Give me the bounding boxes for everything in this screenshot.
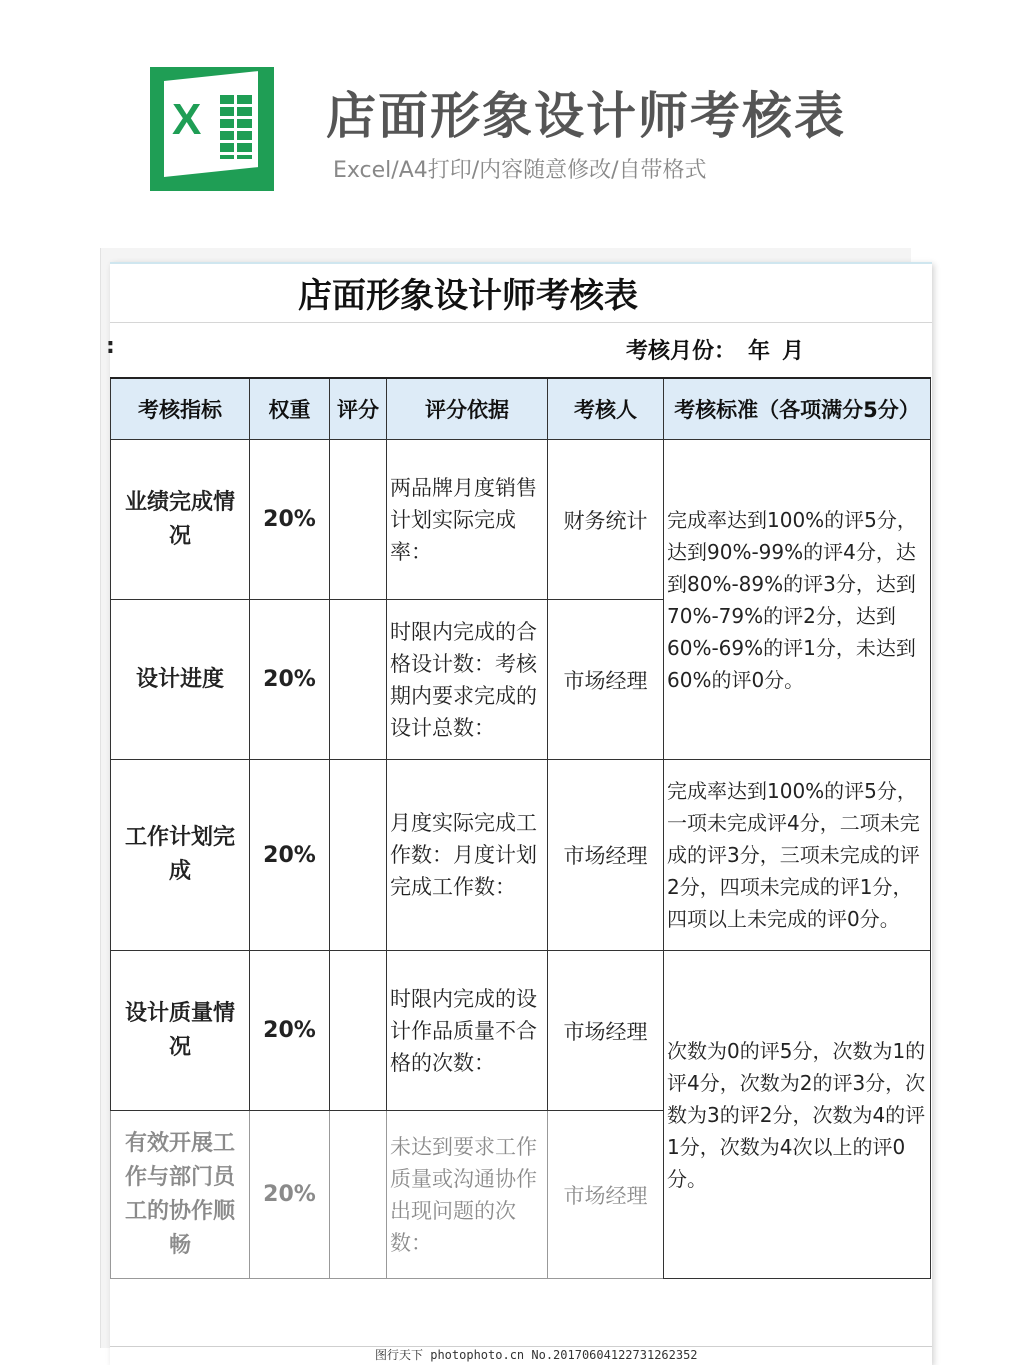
- watermark-text: 图行天下 photophoto.cn No.20170604122731262352: [375, 1348, 698, 1362]
- year-label: 年: [748, 339, 771, 364]
- month-label: 考核月份：: [626, 339, 737, 364]
- sheet-title: 店面形象设计师考核表: [298, 276, 638, 316]
- indicator-cell: 工作计划完成: [111, 760, 250, 951]
- logo-letter: X: [172, 95, 202, 144]
- score-cell[interactable]: [330, 600, 387, 760]
- header-standard: 考核标准（各项满分5分）: [664, 378, 931, 440]
- page-subtitle: Excel/A4打印/内容随意修改/自带格式: [333, 158, 707, 183]
- month-unit: 月: [782, 339, 805, 364]
- header-indicator: 考核指标: [111, 378, 250, 440]
- weight-cell: 20%: [250, 1111, 330, 1279]
- assessor-cell: 财务统计: [548, 440, 664, 600]
- table-row: [111, 951, 931, 1111]
- excel-logo-icon: [150, 67, 274, 191]
- weight-cell: 20%: [250, 760, 330, 951]
- indicator-cell: 设计质量情况: [111, 951, 250, 1111]
- basis-cell: 时限内完成的设计作品质量不合格的次数：: [387, 951, 548, 1111]
- score-cell[interactable]: [330, 951, 387, 1111]
- left-colon: :: [106, 334, 115, 359]
- assessor-cell: 市场经理: [548, 1111, 664, 1279]
- logo-grid-icon: [220, 95, 252, 159]
- score-cell[interactable]: [330, 1111, 387, 1279]
- assessment-table: [110, 377, 931, 1279]
- basis-cell: 未达到要求工作质量或沟通协作出现问题的次数：: [387, 1111, 548, 1279]
- weight-cell: 20%: [250, 440, 330, 600]
- standard-cell-completion: 完成率达到100%的评5分，达到90%-99%的评4分，达到80%-89%的评3分，达到70%-79%的评2分，达到60%-69%的评1分，未达到60%的评0分。: [664, 440, 931, 760]
- header-assessor: 考核人: [548, 378, 664, 440]
- indicator-cell: 设计进度: [111, 600, 250, 760]
- assessor-cell: 市场经理: [548, 600, 664, 760]
- basis-cell: 时限内完成的合格设计数：考核期内要求完成的设计总数：: [387, 600, 548, 760]
- weight-cell: 20%: [250, 600, 330, 760]
- assessor-cell: 市场经理: [548, 951, 664, 1111]
- score-cell[interactable]: [330, 760, 387, 951]
- score-cell[interactable]: [330, 440, 387, 600]
- table-header-row: [111, 378, 931, 440]
- indicator-cell: 业绩完成情况: [111, 440, 250, 600]
- assessor-cell: 市场经理: [548, 760, 664, 951]
- month-row: [626, 334, 804, 365]
- basis-cell: 两品牌月度销售计划实际完成率：: [387, 440, 548, 600]
- header-basis: 评分依据: [387, 378, 548, 440]
- table-row: [111, 440, 931, 600]
- title-divider: [110, 322, 932, 323]
- basis-cell: 月度实际完成工作数：月度计划完成工作数：: [387, 760, 548, 951]
- standard-cell-plan: 完成率达到100%的评5分，一项未完成评4分，二项未完成的评3分，三项未完成的评2分，四项未完成的评1分，四项以上未完成的评0分。: [664, 760, 931, 951]
- weight-cell: 20%: [250, 951, 330, 1111]
- page-title: 店面形象设计师考核表: [326, 87, 846, 145]
- standard-cell-count: 次数为0的评5分，次数为1的评4分，次数为2的评3分，次数为3的评2分，次数为4的评1分，次数为4次以上的评0分。: [664, 951, 931, 1279]
- table-row: [111, 760, 931, 951]
- header-weight: 权重: [250, 378, 330, 440]
- indicator-cell: 有效开展工作与部门员工的协作顺畅: [111, 1111, 250, 1279]
- header-score: 评分: [330, 378, 387, 440]
